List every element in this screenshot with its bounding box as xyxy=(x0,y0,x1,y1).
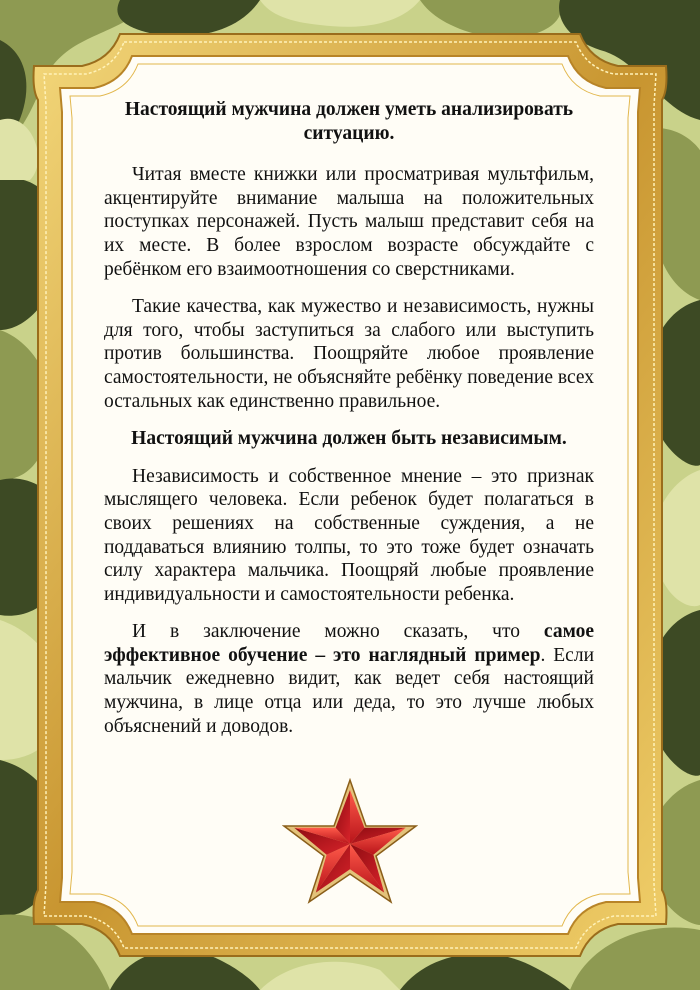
paragraph-courage-independence: Такие качества, как мужество и независимость, нужны для того, чтобы заступиться за слабого или выступить против большинства. Поощряйте любое проявление самостоятельности, не объясняйте ребёнку поведение всех остальных как единственно правильное. xyxy=(104,296,595,412)
heading-be-independent: Настоящий мужчина должен быть независимым. xyxy=(131,428,567,450)
heading-analyze-situation: Настоящий мужчина должен уметь анализировать ситуацию. xyxy=(124,99,574,144)
conclusion-text-start: И в заключение можно сказать, что xyxy=(132,621,544,643)
conclusion-text-end: . Если мальчик ежедневно видит, как ведет себя настоящий мужчина, в лице отца или деда, то это лучше любых объяснений и доводов. xyxy=(104,644,595,737)
red-star-icon xyxy=(282,778,418,904)
paragraph-own-opinion: Независимость и собственное мнение – это признак мыслящего человека. Если ребенок будет полагаться в своих решениях на собственные суждения, а не поддаваться влиянию толпы, то это тоже будет означать силу характера мальчика. Поощряй любые проявление индивидуальности и самостоятельности ребенка. xyxy=(104,465,594,605)
paragraph-conclusion xyxy=(104,620,594,738)
conclusion-emphasis: самое эффективное обучение – это наглядный пример xyxy=(104,621,594,666)
document-body xyxy=(104,98,594,752)
paragraph-reading-together: Читая вместе книжки или просматривая мультфильм, акцентируйте внимание малыша на положительных поступках персонажей. Пусть малыш представит себя на их месте. В более взрослом возрасте обсуждайте с ребёнком его взаимоотношения со сверстниками. xyxy=(104,164,594,280)
